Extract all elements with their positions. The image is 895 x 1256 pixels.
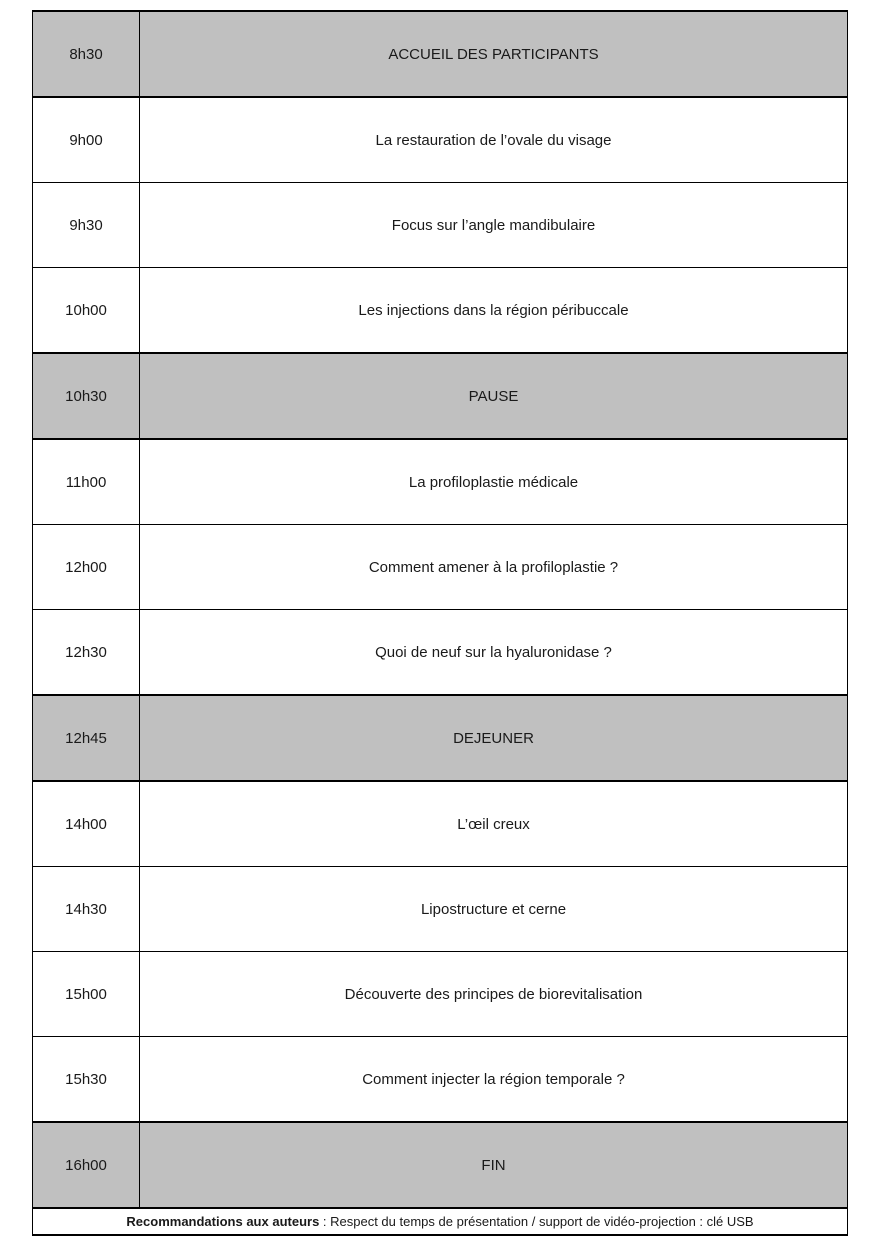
- program-session-row: [33, 952, 848, 1037]
- session-title: Lipostructure et cerne: [140, 867, 848, 952]
- recommendation-label: Recommandations aux auteurs: [126, 1214, 320, 1229]
- session-title: La restauration de l’ovale du visage: [140, 97, 848, 183]
- program-session-row: [33, 268, 848, 354]
- program-break-row: [33, 695, 848, 781]
- session-time: 8h30: [33, 11, 140, 97]
- program-break-row: [33, 11, 848, 97]
- session-title: Focus sur l’angle mandibulaire: [140, 183, 848, 268]
- session-time: 15h30: [33, 1037, 140, 1123]
- session-title: Les injections dans la région péribuccale: [140, 268, 848, 354]
- program-session-row: [33, 97, 848, 183]
- session-time: 15h00: [33, 952, 140, 1037]
- session-time: 12h45: [33, 695, 140, 781]
- program-break-row: [33, 1122, 848, 1208]
- program-table: [32, 10, 848, 1209]
- program-session-row: [33, 439, 848, 525]
- session-title: Comment amener à la profiloplastie ?: [140, 525, 848, 610]
- program-session-row: [33, 867, 848, 952]
- session-time: 16h00: [33, 1122, 140, 1208]
- program-session-row: [33, 1037, 848, 1123]
- session-time: 12h30: [33, 610, 140, 696]
- session-title: Quoi de neuf sur la hyaluronidase ?: [140, 610, 848, 696]
- program-session-row: [33, 610, 848, 696]
- session-time: 14h00: [33, 781, 140, 867]
- program-session-row: [33, 183, 848, 268]
- authors-recommendation: [32, 1209, 848, 1236]
- session-time: 9h00: [33, 97, 140, 183]
- session-time: 9h30: [33, 183, 140, 268]
- session-title: PAUSE: [140, 353, 848, 439]
- program-session-row: [33, 525, 848, 610]
- session-time: 11h00: [33, 439, 140, 525]
- program-sheet: [32, 10, 848, 1236]
- session-time: 12h00: [33, 525, 140, 610]
- session-title: Comment injecter la région temporale ?: [140, 1037, 848, 1123]
- session-title: ACCUEIL DES PARTICIPANTS: [140, 11, 848, 97]
- session-time: 14h30: [33, 867, 140, 952]
- session-title: La profiloplastie médicale: [140, 439, 848, 525]
- session-title: L’œil creux: [140, 781, 848, 867]
- recommendation-text: : Respect du temps de présentation / support de vidéo-projection : clé USB: [319, 1214, 754, 1229]
- session-title: FIN: [140, 1122, 848, 1208]
- session-time: 10h30: [33, 353, 140, 439]
- session-title: Découverte des principes de biorevitalisation: [140, 952, 848, 1037]
- program-session-row: [33, 781, 848, 867]
- program-break-row: [33, 353, 848, 439]
- session-time: 10h00: [33, 268, 140, 354]
- session-title: DEJEUNER: [140, 695, 848, 781]
